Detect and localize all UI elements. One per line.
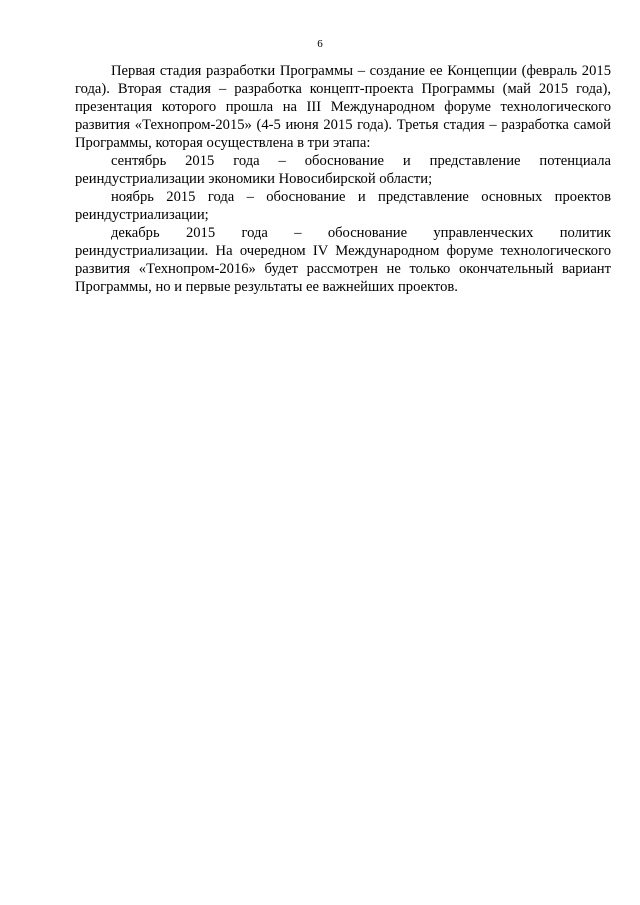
paragraph-november: ноябрь 2015 года – обоснование и представление основных проектов реиндустриализации; [75, 189, 611, 223]
paragraph-december: декабрь 2015 года – обоснование управленческих политик реиндустриализации. На очередном IV Международном форуме технологического развития «Технопром-2016» будет рассмотрен не только окончательный вариант Программы, но и первые результаты ее важнейших проектов. [75, 225, 611, 295]
page-number: 6 [317, 38, 323, 50]
paragraph-september: сентябрь 2015 года – обоснование и представление потенциала реиндустриализации экономики Новосибирской области; [75, 153, 611, 187]
body-text [75, 62, 611, 296]
paragraph-stages: Первая стадия разработки Программы – создание ее Концепции (февраль 2015 года). Вторая стадия – разработка концепт-проекта Программы (май 2015 года), презентация которого прошла на III Международном форуме технологического развития «Технопром-2015» (4-5 июня 2015 года). Третья стадия – разработка самой Программы, которая осуществлена в три этапа: [75, 63, 611, 151]
